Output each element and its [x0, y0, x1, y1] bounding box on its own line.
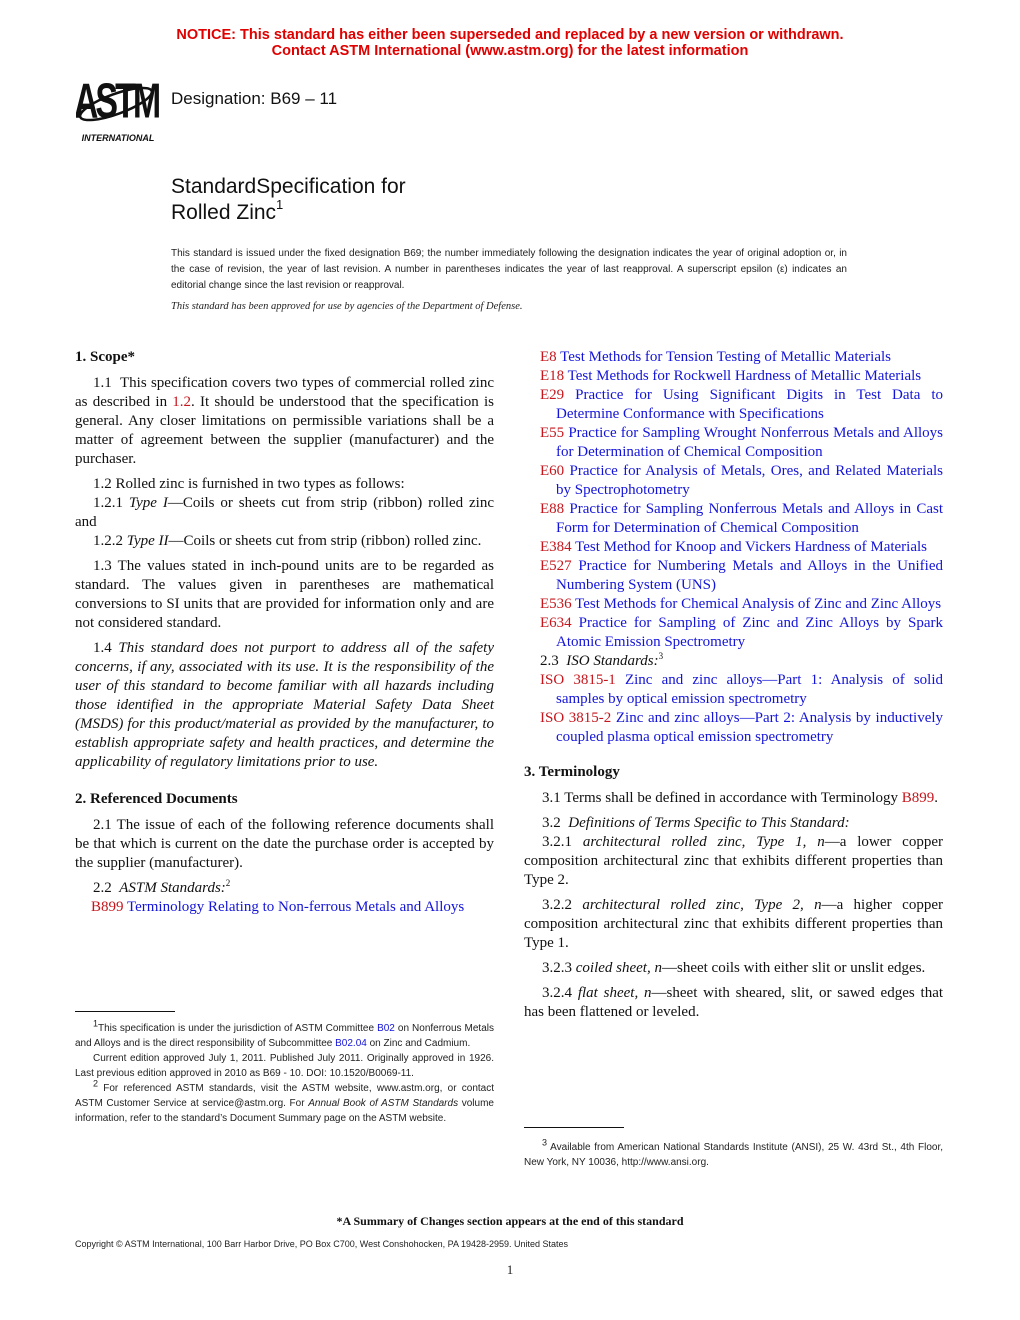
link-b02-04[interactable]: B02.04 — [335, 1038, 367, 1049]
footnotes-left — [75, 1011, 494, 1126]
notice-line-2: Contact ASTM International (www.astm.org) for the latest information — [271, 43, 749, 59]
title-line-1: StandardSpecification for — [171, 175, 406, 198]
notice-line-1: NOTICE: This standard has either been superseded and replaced by a new version or withdrawn. — [176, 27, 844, 43]
para-2-3: 2.3 ISO Standards:$^3$ — [540, 651, 664, 669]
ref-item[interactable]: E60 Practice for Analysis of Metals, Ores, and Related Materials by Spectrophotometry — [540, 463, 943, 498]
footnote-rule — [75, 1011, 175, 1012]
definition-item: 3.2.2 architectural rolled zinc, Type 2, n—a higher copper composition architectural zinc that exhibits different properties than Type 1. — [524, 897, 943, 951]
para-2-1: 2.1 The issue of each of the following reference documents shall be that which is current on the date the purchase order is accepted by the supplier (manufacturer). — [75, 817, 494, 871]
footnote-2: $^2$ For referenced ASTM standards, visit the ASTM website, www.astm.org, or contact ASTM Customer Service at service@astm.org. For Annual Book of ASTM Standards volume information, refer to the standard’s Document Summary page on the ASTM website. — [75, 1078, 495, 1124]
section-3-heading: 3. Terminology — [524, 764, 620, 780]
withdrawn-notice — [0, 27, 1020, 59]
para-3-2: 3.2 Definitions of Terms Specific to This Standard: — [542, 815, 850, 831]
designation: Designation: B69 – 11 — [171, 89, 338, 108]
para-1-3: 1.3 The values stated in inch-pound units are to be regarded as standard. The values given in parentheses are mathematical conversions to SI units that are provided for information only and are not considered standard. — [75, 558, 494, 631]
para-1-2-2: 1.2.2 Type II—Coils or sheets cut from strip (ribbon) rolled zinc. — [93, 533, 482, 549]
ref-item[interactable]: E384 Test Method for Knoop and Vickers Hardness of Materials — [540, 539, 928, 555]
footnote-1: $^1$This specification is under the jurisdiction of ASTM Committee B02 on Nonferrous Metals and Alloys and is the direct responsibility of Subcommittee B02.04 on Zinc and Cadmium. — [75, 1018, 494, 1049]
para-1-4: 1.4 This standard does not purport to address all of the safety concerns, if any, associated with its use. It is the responsibility of the user of this standard to become familiar with all hazards including those identified in the appropriate Material Safety Data Sheet (MSDS) for this product/material as provided by the manufacturer, to establish appropriate safety and health practices, and determine the applicability of regulatory limitations prior to use. — [75, 640, 495, 770]
footnotes-right — [524, 1127, 943, 1170]
ref-item[interactable]: E8 Test Methods for Tension Testing of Metallic Materials — [540, 349, 891, 365]
left-column — [75, 348, 494, 917]
para-3-1: 3.1 Terms shall be defined in accordance with Terminology B899. — [542, 790, 939, 806]
para-2-2: 2.2 ASTM Standards:$^2$ — [93, 878, 231, 896]
footnote-3: $^3$ Available from American National Standards Institute (ANSI), 25 W. 43rd St., 4th Floor, New York, NY 10036, http://www.ansi.org. — [524, 1137, 944, 1168]
astm-logo — [76, 74, 160, 144]
link-b02[interactable]: B02 — [377, 1023, 395, 1034]
ref-item[interactable]: B899 Terminology Relating to Non-ferrous Metals and Alloys — [91, 899, 465, 915]
para-1-2: 1.2 Rolled zinc is furnished in two types as follows: — [93, 476, 405, 492]
document-title — [171, 174, 406, 226]
issued-note: This standard is issued under the fixed designation B69; the number immediately following the designation indicates the year of original adoption or, in the case of revision, the year of last revision. A number in parentheses indicates the year of last reapproval. A superscript epsilon (ε) indicates an editorial change since the last revision or reapproval. — [171, 248, 847, 291]
ref-item[interactable]: E634 Practice for Sampling of Zinc and Zinc Alloys by Spark Atomic Emission Spectrometry — [540, 615, 943, 650]
title-line-2: Rolled Zinc — [171, 201, 277, 224]
ref-item[interactable]: E88 Practice for Sampling Nonferrous Metals and Alloys in Cast Form for Determination of Chemical Composition — [540, 501, 943, 536]
ref-item[interactable]: E55 Practice for Sampling Wrought Nonferrous Metals and Alloys for Determination of Chemical Composition — [540, 425, 944, 460]
link-1-2[interactable]: 1.2 — [172, 394, 192, 410]
para-1-1: 1.1 This specification covers two types of commercial rolled zinc as described in 1.2. It should be understood that the specification is general. Any closer limitations on permissible variations shall be a matter of agreement between the supplier (manufacturer) and the purchaser. — [75, 375, 495, 467]
link-b899[interactable]: B899 — [901, 790, 935, 806]
copyright-line: Copyright © ASTM International, 100 Barr Harbor Drive, PO Box C700, West Conshohocken, PA 19428-2959. United States — [75, 1239, 569, 1249]
svg-text:ASTM: ASTM — [76, 74, 159, 128]
section-1-heading: 1. Scope* — [75, 349, 135, 365]
ref-item[interactable]: E527 Practice for Numbering Metals and Alloys in the Unified Numbering System (UNS) — [540, 558, 943, 593]
dod-note: This standard has been approved for use by agencies of the Department of Defense. — [171, 301, 523, 312]
footnote-1-edition: Current edition approved July 1, 2011. Published July 2011. Originally approved in 1926. Last previous edition approved in 2010 as B69 - 10. DOI: 10.1520/B0069-11. — [75, 1053, 494, 1079]
ref-item[interactable]: E536 Test Methods for Chemical Analysis of Zinc and Zinc Alloys — [540, 596, 942, 612]
para-1-2-1: 1.2.1 Type I—Coils or sheets cut from strip (ribbon) rolled zinc and — [75, 495, 495, 530]
right-column — [524, 348, 943, 1028]
footnote-rule — [524, 1127, 624, 1128]
ref-item[interactable]: E18 Test Methods for Rockwell Hardness of Metallic Materials — [540, 368, 922, 384]
definition-item: 3.2.3 coiled sheet, n—sheet coils with either slit or unslit edges. — [542, 960, 926, 976]
iso-ref-item[interactable]: ISO 3815-2 Zinc and zinc alloys—Part 2: Analysis by inductively coupled plasma optical emission spectrometry — [540, 710, 944, 745]
summary-of-changes-note: *A Summary of Changes section appears at the end of this standard — [336, 1214, 684, 1228]
iso-ref-item[interactable]: ISO 3815-1 Zinc and zinc alloys—Part 1: Analysis of solid samples by optical emission spectrometry — [540, 672, 944, 707]
ref-item[interactable]: E29 Practice for Using Significant Digits in Test Data to Determine Conformance with Specifications — [540, 387, 943, 422]
svg-text:INTERNATIONAL: INTERNATIONAL — [81, 133, 155, 143]
astm-logo-icon — [76, 74, 160, 144]
section-2-heading: 2. Referenced Documents — [75, 791, 238, 807]
page-number: 1 — [506, 1262, 514, 1277]
definition-item: 3.2.4 flat sheet, n—sheet with sheared, slit, or sawed edges that has been flattened or leveled. — [524, 985, 944, 1020]
definition-item: 3.2.1 architectural rolled zinc, Type 1, n—a lower copper composition architectural zinc that exhibits different properties than Type 2. — [524, 834, 943, 888]
title-footnote-mark: 1 — [276, 197, 284, 212]
